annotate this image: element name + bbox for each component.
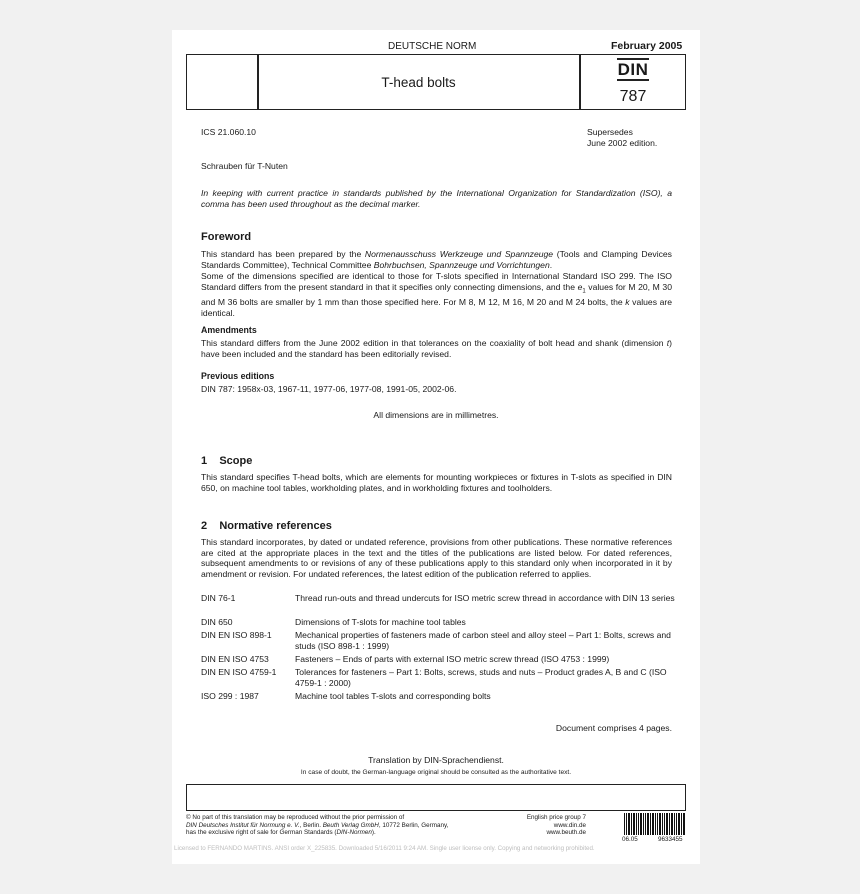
price-info xyxy=(494,814,586,837)
supersedes-edition: June 2002 edition. xyxy=(587,138,658,148)
document-title: T-head bolts xyxy=(381,75,456,90)
document-page xyxy=(172,30,700,864)
reference-code: DIN EN ISO 4759-1 xyxy=(201,667,277,677)
reference-code: ISO 299 : 1987 xyxy=(201,691,259,701)
normative-references-heading: 2 Normative references xyxy=(201,520,332,532)
reference-code: DIN EN ISO 4753 xyxy=(201,654,269,664)
previous-editions-heading: Previous editions xyxy=(201,371,275,381)
footer-box xyxy=(186,784,686,811)
reference-code: DIN 650 xyxy=(201,617,233,627)
foreword-paragraph-1: This standard has been prepared by the Normenausschuss Werkzeuge und Spannzeuge (Tools and Clamping Devices Standards Committee), Technical Committee Bohrbuchsen, Spannzeuge und Vorrichtungen. xyxy=(201,249,672,270)
amendments-text: This standard differs from the June 2002 edition in that tolerances on the coaxiality of bolt head and shank (dimension t) have been included and the standard has been editorially revised. xyxy=(201,338,672,359)
supersedes-label: Supersedes xyxy=(587,127,633,137)
license-watermark: Licensed to FERNANDO MARTINS. ANSI order X_225835. Downloaded 5/16/2011 9:24 AM. Single user license only. Copying and networking prohibited. xyxy=(174,845,595,852)
decimal-marker-note: In keeping with current practice in standards published by the International Organization for Standardization (ISO), a comma has been used throughout as the decimal marker. xyxy=(201,188,672,209)
foreword-paragraph-2: Some of the dimensions specified are identical to those for T-slots specified in International Standard ISO 299. The ISO Standard differs from the present standard in that it specifies only connecting dimensions, and the $e_1$ values for M 20, M 30 and M 36 bolts are smaller by 1 mm than those specified here. For M 8, M 12, M 16, M 20 and M 24 bolts, the k values are identical. xyxy=(201,271,672,318)
translation-credit: Translation by DIN-Sprachendienst. xyxy=(368,755,504,765)
scope-heading: 1 Scope xyxy=(201,455,253,467)
ics-code: ICS 21.060.10 xyxy=(201,127,256,137)
scope-text: This standard specifies T-head bolts, which are elements for mounting workpieces or fixtures in T-slots as specified in DIN 650, on machine tool tables, workholding plates, and in workholding fixtures and toolholders. xyxy=(201,472,672,493)
barcode-date: 06.05 xyxy=(622,836,638,843)
reference-title: Fasteners – Ends of parts with external ISO metric screw thread (ISO 4753 : 1999) xyxy=(295,654,610,664)
din-website-link[interactable]: www.din.de xyxy=(553,821,586,829)
date-label: February 2005 xyxy=(611,40,683,52)
reference-code: DIN 76-1 xyxy=(201,593,236,603)
copyright-notice: © No part of this translation may be reproduced without the prior permission of DIN Deutsches Institut für Normung e. V., Berlin. Beuth Verlag GmbH, 10772 Berlin, Germany, has the exclusive right of sale for German Standards (DIN-Normen). xyxy=(186,814,449,837)
norm-label: DEUTSCHE NORM xyxy=(388,41,477,52)
barcode-number: 9633455 xyxy=(658,836,683,843)
authoritative-notice: In case of doubt, the German-language original should be consulted as the authoritative text. xyxy=(300,769,572,776)
previous-editions-text: DIN 787: 1958x-03, 1967-11, 1977-06, 1977-08, 1991-05, 2002-06. xyxy=(201,384,457,394)
reference-list xyxy=(201,593,675,705)
price-group: English price group 7 xyxy=(526,814,586,821)
normative-references-text: This standard incorporates, by dated or undated reference, provisions from other publications. These normative references are cited at the appropriate places in the text and the titles of the publications are listed below. For dated references, subsequent amendments to or revisions of any of these publications apply to this standard only when incorporated in it by amendment or revision. For undated references, the latest edition of the publication referred to applies. xyxy=(201,537,672,579)
reference-code: DIN EN ISO 898-1 xyxy=(201,630,272,640)
german-title: Schrauben für T-Nuten xyxy=(201,161,288,171)
foreword-heading: Foreword xyxy=(201,231,252,243)
amendments-heading: Amendments xyxy=(201,325,257,335)
reference-title: Mechanical properties of fasteners made of carbon steel and alloy steel – Part 1: Bolts, screws and studs (ISO 898-1 : 1999) xyxy=(295,630,671,651)
din-logo xyxy=(580,60,686,80)
beuth-website-link[interactable]: www.beuth.de xyxy=(546,829,586,837)
reference-title: Thread run-outs and thread undercuts for ISO metric screw thread in accordance with DIN 13 series xyxy=(295,593,675,603)
din-logo-text: DIN xyxy=(617,60,649,79)
reference-title: Tolerances for fasteners – Part 1: Bolts, screws, studs and nuts – Product grades A, B and C (ISO 4759-1 : 2000) xyxy=(295,667,667,688)
barcode-icon xyxy=(624,813,686,835)
standard-number: 787 xyxy=(619,88,647,105)
page-count: Document comprises 4 pages. xyxy=(555,723,672,733)
reference-title: Machine tool tables T-slots and corresponding bolts xyxy=(295,691,491,701)
dimensions-note: All dimensions are in millimetres. xyxy=(373,410,499,420)
reference-title: Dimensions of T-slots for machine tool tables xyxy=(295,617,466,627)
